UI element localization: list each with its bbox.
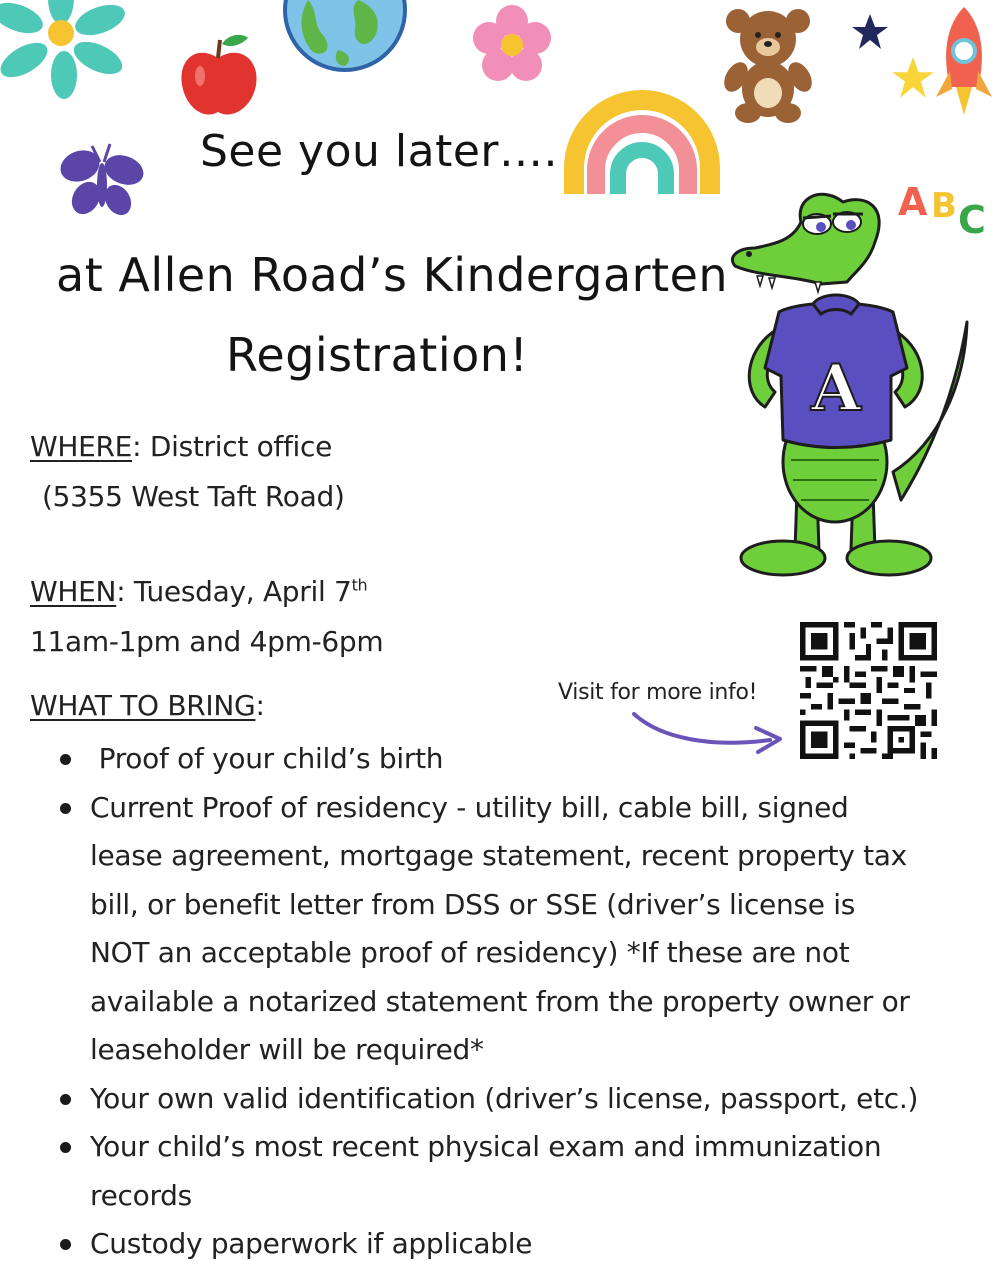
- headline-line3: Registration!: [226, 328, 529, 382]
- where-value: District office: [141, 430, 333, 463]
- rainbow-icon: [562, 88, 722, 198]
- what-sep: :: [255, 689, 265, 722]
- rocket-icon: [930, 5, 995, 125]
- where-address: (5355 West Taft Road): [42, 480, 345, 513]
- where-line: [30, 430, 332, 463]
- apple-icon: [176, 30, 261, 120]
- butterfly-icon: [54, 140, 149, 225]
- teddy-bear-icon: [722, 5, 814, 123]
- abc-letter-a: A: [898, 180, 928, 224]
- headline-line1: See you later….: [200, 126, 558, 177]
- bring-item-residency-proof: Current Proof of residency - utility bill, cable bill, signed lease agreement, mortgage statement, recent property tax bill, or benefit letter from DSS or SSE (driver’s license is NOT an acceptable proof of residency) *If these are not available a notarized statement from the property owner or leaseholder will be required*: [50, 784, 950, 1075]
- bring-list: [50, 735, 950, 1269]
- what-line: [30, 689, 265, 722]
- alligator-mascot: [705, 192, 967, 587]
- pink-flower-icon: [472, 5, 552, 85]
- bring-item-physical-exam: Your child’s most recent physical exam and immunization records: [50, 1123, 950, 1220]
- globe-icon: [283, 0, 408, 72]
- bring-item-identification: Your own valid identification (driver’s license, passport, etc.): [50, 1075, 950, 1124]
- bring-item-custody: Custody paperwork if applicable: [50, 1220, 950, 1269]
- qr-caption: Visit for more info!: [558, 680, 758, 705]
- what-label: WHAT TO BRING: [30, 689, 256, 722]
- abc-letter-c: C: [958, 198, 986, 242]
- when-label: WHEN: [30, 575, 117, 608]
- where-sep: :: [132, 430, 142, 463]
- flower-icon: [0, 0, 140, 95]
- when-sep: :: [116, 575, 126, 608]
- when-times: 11am-1pm and 4pm-6pm: [30, 625, 384, 658]
- navy-star-icon: [850, 12, 890, 52]
- when-line: [30, 575, 367, 608]
- when-sup: th: [351, 575, 368, 595]
- abc-letter-b: B: [931, 186, 957, 226]
- when-value: Tuesday, April 7: [125, 575, 352, 608]
- bring-item-birth-proof: Proof of your child’s birth: [50, 735, 950, 784]
- where-label: WHERE: [30, 430, 133, 463]
- shirt-letter: A: [811, 351, 861, 426]
- headline-line2: at Allen Road’s Kindergarten: [56, 248, 729, 302]
